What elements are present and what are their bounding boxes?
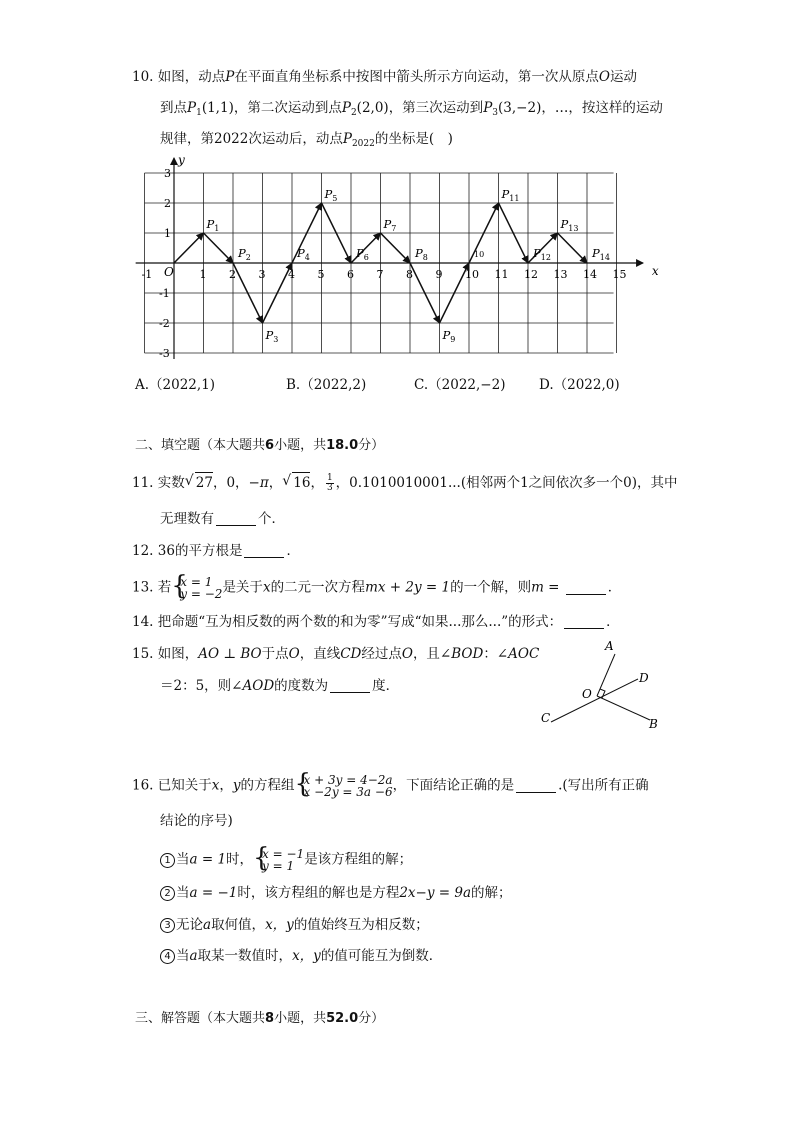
q15-line1: 15. 如图，AO ⊥ BO于点O，直线CD经过点O，且∠BOD：∠AOC [132, 646, 540, 662]
coordinate-chart [130, 152, 670, 367]
option-c[interactable]: C.（2022,−2) [414, 377, 506, 393]
x-tick-label: 9 [435, 268, 443, 281]
path-segment [204, 233, 234, 263]
q16-item-4: 4 当a取某一数值时，x，y的值可能互为倒数． [160, 946, 442, 966]
section-3-heading: 三、解答题（本大题共8小题，共52.0分） [135, 1011, 385, 1026]
x-tick-label: 10 [465, 268, 479, 281]
fraction-one-third: $\frac{1}{3}$ [326, 473, 333, 493]
x-tick-label: 15 [612, 268, 627, 281]
q16-line1: 16. 已知关于x，y的方程组 { x + 3y = 4−2a x −2y = 3a −6 ，下面结论正确的是 .(写出所有正确 [132, 774, 649, 798]
circled-number: 2 [160, 886, 175, 901]
point-label: $P_{14}$ [592, 246, 610, 262]
x-tick-label: 6 [347, 268, 354, 281]
question-number: 12. [132, 543, 154, 559]
point-label: $P_5$ [324, 187, 338, 203]
x-axis-label: x [651, 264, 659, 278]
x-tick-label: 13 [553, 268, 568, 281]
x-tick-label: 8 [406, 268, 413, 281]
x-tick-label: 14 [583, 268, 597, 281]
question-number: 13. [132, 579, 154, 596]
q13: 13. 若 { x = 1 y = −2 是关于x的二元一次方程mx + 2y = 1的一个解，则m = ． [132, 576, 621, 600]
y-tick-label: -2 [159, 317, 170, 330]
answer-blank[interactable] [516, 778, 556, 793]
label-a: A [605, 639, 614, 653]
equation-system: { x = 1 y = −2 [171, 576, 222, 600]
point-label: $P_8$ [415, 246, 428, 262]
equation-system: { x = −1 y = 1 [253, 848, 304, 872]
circled-number: 1 [160, 853, 175, 868]
x-tick-label: 11 [494, 268, 509, 281]
x-tick-label: 2 [229, 268, 236, 281]
point-label: $P_{13}$ [560, 217, 579, 233]
path-segment [174, 233, 204, 263]
angle-figure [535, 636, 665, 736]
line-oa [597, 654, 615, 696]
label-d: D [639, 671, 649, 685]
question-number: 14. [132, 614, 154, 630]
q16-item-2: 2 当a = −1时，该方程组的解也是方程2x−y = 9a的解； [160, 883, 512, 903]
right-angle-mark [600, 689, 605, 698]
answer-blank[interactable] [564, 614, 604, 629]
label-b: B [649, 717, 658, 731]
q15-line2: ＝2：5，则∠AOD的度数为 度． [160, 678, 400, 694]
answer-blank[interactable] [566, 580, 606, 595]
q16-item-1: 1 当a = 1时， { x = −1 y = 1 是该方程组的解； [160, 848, 412, 872]
answer-blank[interactable] [330, 678, 370, 693]
circled-number: 3 [160, 918, 175, 933]
x-tick-label: -1 [141, 268, 153, 281]
path-segment [558, 233, 588, 263]
equation-system: { x + 3y = 4−2a x −2y = 3a −6 [295, 774, 393, 798]
answer-blank[interactable] [216, 511, 256, 526]
x-tick-label: 7 [376, 268, 384, 281]
sqrt-16: √ 16 [292, 472, 310, 493]
q11-line2: 无理数有 个． [160, 511, 285, 527]
option-d[interactable]: D.（2022,0) [539, 377, 620, 393]
x-tick-label: 4 [288, 268, 295, 281]
point-label: $P_{12}$ [533, 246, 551, 262]
question-number: 16. [132, 777, 154, 794]
circled-number: 4 [160, 949, 175, 964]
y-axis-label: y [178, 153, 185, 167]
question-number: 10. [132, 69, 154, 85]
point-label: $P_7$ [383, 217, 397, 233]
sqrt-27: √ 27 [195, 472, 213, 493]
x-tick-label: 5 [317, 268, 325, 281]
point-label: $P_2$ [238, 246, 251, 262]
point-label: $P_6$ [356, 246, 369, 262]
point-label: $P_1$ [206, 217, 220, 233]
q10-line2: 到点$P_1(1,1)$，第二次运动到点$P_2(2,0)$，第三次运动到$P_3(3,-2)$，…，按这样的运动 [160, 100, 663, 118]
line-ob [597, 696, 650, 720]
q10-line3: 规律，第2022次运动后，动点$P_{2022}$的坐标是( ) [160, 131, 453, 149]
path-segment [381, 233, 411, 263]
y-tick-label: 1 [164, 227, 171, 240]
origin-label: O [164, 265, 174, 279]
option-a[interactable]: A.（2022,1) [135, 377, 216, 393]
label-c: C [541, 711, 551, 725]
y-tick-label: 3 [164, 167, 171, 180]
q14: 14. 把命题“互为相反数的两个数的和为零”写成“如果...那么...”的形式： ． [132, 614, 620, 630]
point-label: $P_3$ [265, 328, 279, 344]
point-label: $P_9$ [442, 328, 456, 344]
q16-line2: 结论的序号) [160, 813, 233, 829]
point-label: $P_{11}$ [501, 187, 520, 203]
x-tick-label: 1 [199, 268, 207, 281]
q10-line1: 10. 如图，动点P在平面直角坐标系中按图中箭头所示方向运动，第一次从原点O运动 [132, 69, 637, 85]
x-tick-label: 3 [258, 268, 266, 281]
answer-blank[interactable] [244, 543, 284, 558]
q12: 12. 36的平方根是 ． [132, 543, 300, 559]
y-tick-label: -3 [159, 347, 170, 360]
question-number: 15. [132, 646, 154, 662]
x-tick-label: 12 [524, 268, 538, 281]
label-o: O [582, 687, 592, 701]
point-label: $P_4$ [297, 246, 310, 262]
line-cd [551, 679, 638, 722]
option-b[interactable]: B.（2022,2) [286, 377, 367, 393]
y-tick-label: 2 [164, 197, 171, 210]
q11-line1: 11. 实数√ 27，0，−π，√ 16， $\frac{1}{3}$ ，0.1010010001...(相邻两个1之间依次多一个0)，其中 [132, 472, 678, 493]
q16-item-3: 3 无论a取何值，x，y的值始终互为相反数； [160, 915, 429, 935]
point-label: 10 [474, 250, 485, 259]
question-number: 11. [132, 475, 154, 491]
section-2-heading: 二、填空题（本大题共6小题，共18.0分） [135, 438, 385, 453]
y-tick-label: -1 [159, 287, 170, 300]
